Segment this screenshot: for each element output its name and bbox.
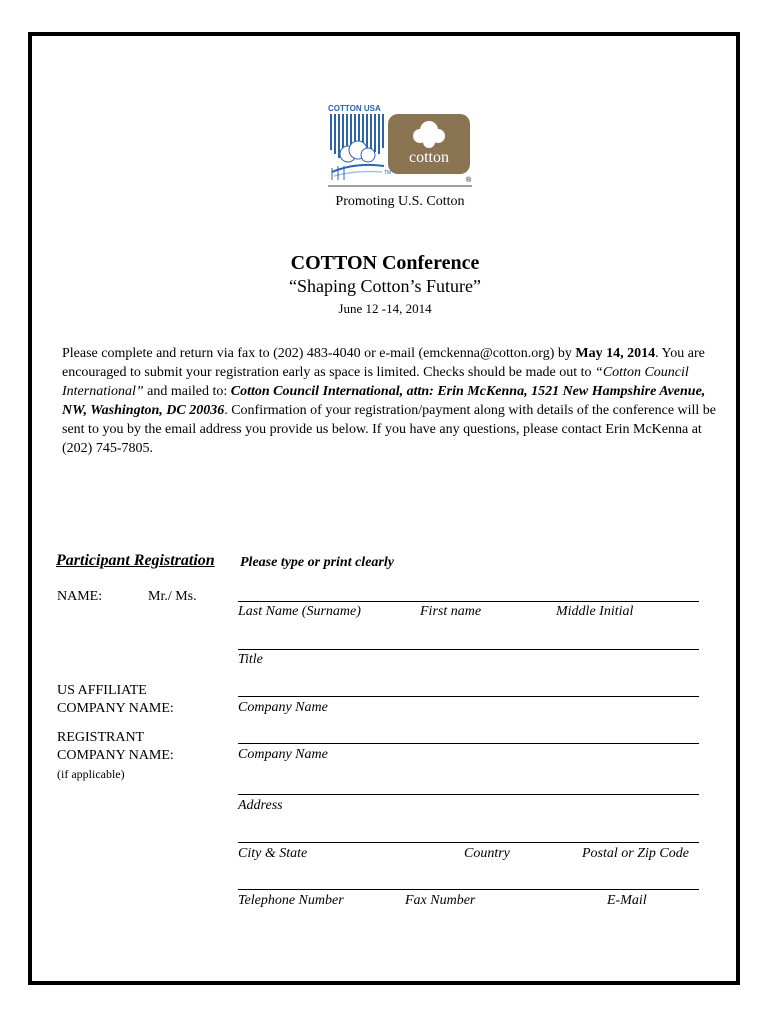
conference-dates: June 12 -14, 2014: [338, 301, 432, 316]
middle-initial-caption: Middle Initial: [556, 604, 634, 619]
registration-note: Please type or print clearly: [240, 555, 394, 570]
telephone-caption: Telephone Number: [238, 893, 344, 908]
city-state-caption: City & State: [238, 846, 308, 861]
logo-brand-text: COTTON USA: [328, 104, 381, 113]
svg-text:TM: TM: [384, 170, 392, 176]
cotton-seal-icon: [388, 114, 470, 174]
svg-text:®: ®: [466, 177, 472, 184]
if-applicable-note: (if applicable): [57, 767, 125, 781]
address-field-line[interactable]: [238, 794, 699, 795]
conference-subtitle: “Shaping Cotton’s Future”: [289, 276, 481, 296]
mailing-address: Cotton Council International, attn: Erin McKenna, 1521 New Hampshire Avenue, NW, Washington, DC 20036: [62, 384, 706, 418]
registrant-company-field-line[interactable]: [238, 743, 699, 744]
payee-name: “Cotton Council International”: [62, 365, 689, 399]
us-affiliate-company-caption: Company Name: [238, 700, 328, 715]
country-caption: Country: [464, 846, 510, 861]
us-affiliate-company-field-line[interactable]: [238, 696, 699, 697]
deadline-date: May 14, 2014: [575, 346, 656, 361]
intro-part-3: and mailed to:: [143, 384, 231, 399]
city-state-field-line[interactable]: [238, 842, 699, 843]
fax-caption: Fax Number: [405, 893, 476, 908]
intro-part-2: . You are encouraged to submit your registration early as space is limited. Checks should be made out to: [62, 346, 705, 380]
intro-part-4: . Confirmation of your registration/payment along with details of the conference will be sent to you by the email address you provide us below. If you have any questions, please contact Erin McKenna at (202) 745-7805.: [62, 403, 717, 456]
first-name-caption: First name: [420, 604, 482, 619]
title-caption: Title: [238, 652, 263, 667]
registrant-label-line2: COMPANY NAME:: [57, 748, 174, 763]
us-affiliate-label-line2: COMPANY NAME:: [57, 701, 174, 716]
registration-heading: Participant Registration: [56, 552, 215, 569]
last-name-caption: Last Name (Surname): [238, 604, 361, 619]
name-field-line[interactable]: [238, 601, 699, 602]
instructions-paragraph: [62, 344, 722, 458]
registrant-company-caption: Company Name: [238, 747, 328, 762]
intro-part-1: Please complete and return via fax to (202) 483-4040 or e-mail (emckenna@cotton.org) by: [62, 346, 576, 361]
page-title: COTTON Conference: [290, 252, 480, 274]
cotton-logo-graphic: [326, 102, 474, 192]
logo-emblem-text: cotton: [409, 149, 449, 166]
us-affiliate-label-line1: US AFFILIATE: [57, 683, 147, 698]
name-label: NAME:: [57, 589, 103, 604]
contact-field-line[interactable]: [238, 889, 699, 890]
address-caption: Address: [238, 798, 283, 813]
salutation-label: Mr./ Ms.: [148, 589, 197, 604]
email-caption: E-Mail: [607, 893, 647, 908]
cotton-usa-logo: [326, 102, 474, 212]
logo-tagline: Promoting U.S. Cotton: [335, 194, 465, 209]
title-field-line[interactable]: [238, 649, 699, 650]
postal-code-caption: Postal or Zip Code: [582, 846, 689, 861]
registrant-label-line1: REGISTRANT: [57, 730, 145, 745]
